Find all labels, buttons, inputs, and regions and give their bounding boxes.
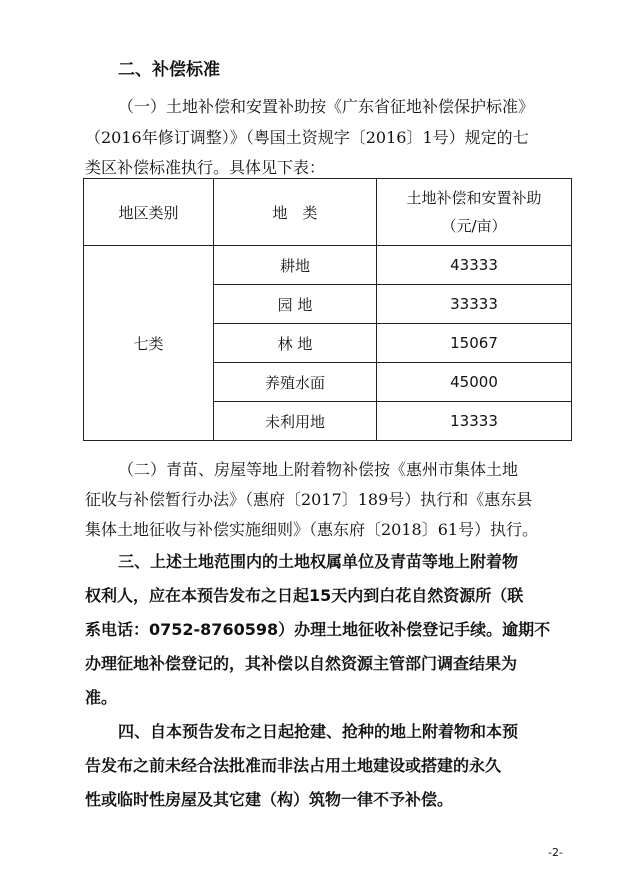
para3-line5: 准。 bbox=[85, 688, 118, 707]
compensation-value-cell: 15067 bbox=[377, 324, 572, 363]
para3-line4: 办理征地补偿登记的，其补偿以自然资源主管部门调查结果为 bbox=[85, 654, 518, 673]
land-type-cell: 未利用地 bbox=[214, 402, 377, 441]
para2-line2: 征收与补偿暂行办法》（惠府〔2017〕189号）执行和《惠东县 bbox=[85, 490, 533, 509]
table-header-row bbox=[84, 179, 572, 246]
land-type-cell: 耕地 bbox=[214, 246, 377, 285]
para1-line3: 类区补偿标准执行。具体见下表： bbox=[85, 158, 326, 177]
compensation-value-cell: 45000 bbox=[377, 363, 572, 402]
header-compensation bbox=[377, 179, 572, 246]
land-type-cell: 林 地 bbox=[214, 324, 377, 363]
para1-line2: （2016年修订调整）》（粤国土资规字〔2016〕1号）规定的七 bbox=[85, 128, 529, 147]
region-category-cell: 七类 bbox=[84, 246, 214, 441]
para2-line3: 集体土地征收与补偿实施细则》（惠东府〔2018〕61号）执行。 bbox=[85, 520, 539, 539]
para3-line3: 系电话：0752-8760598）办理土地征收补偿登记手续。逾期不 bbox=[85, 620, 551, 639]
para2-line1: （二）青苗、房屋等地上附着物补偿按《惠州市集体土地 bbox=[118, 460, 519, 479]
para4-line1: 四、自本预告发布之日起抢建、抢种的地上附着物和本预 bbox=[118, 722, 519, 741]
header-compensation-line1: 土地补偿和安置补助 bbox=[406, 189, 542, 207]
land-type-cell: 养殖水面 bbox=[214, 363, 377, 402]
page-number: -2- bbox=[548, 846, 563, 859]
section-heading: 二、补偿标准 bbox=[118, 60, 220, 80]
header-land-type: 地 类 bbox=[214, 179, 377, 246]
table-row bbox=[84, 246, 572, 285]
para1-line1: （一）土地补偿和安置补助按《广东省征地补偿保护标准》 bbox=[118, 97, 535, 116]
header-region-category: 地区类别 bbox=[84, 179, 214, 246]
para4-line3: 性或临时性房屋及其它建（构）筑物一律不予补偿。 bbox=[85, 790, 454, 809]
para4-line2: 告发布之前未经合法批准而非法占用土地建设或搭建的永久 bbox=[85, 756, 502, 775]
header-compensation-unit: （元/亩） bbox=[441, 217, 507, 235]
para3-line1: 三、上述土地范围内的土地权属单位及青苗等地上附着物 bbox=[118, 552, 519, 571]
compensation-value-cell: 33333 bbox=[377, 285, 572, 324]
compensation-value-cell: 43333 bbox=[377, 246, 572, 285]
compensation-value-cell: 13333 bbox=[377, 402, 572, 441]
para3-line2: 权利人，应在本预告发布之日起15天内到白花自然资源所（联 bbox=[85, 586, 524, 605]
compensation-table bbox=[83, 178, 572, 441]
land-type-cell: 园 地 bbox=[214, 285, 377, 324]
